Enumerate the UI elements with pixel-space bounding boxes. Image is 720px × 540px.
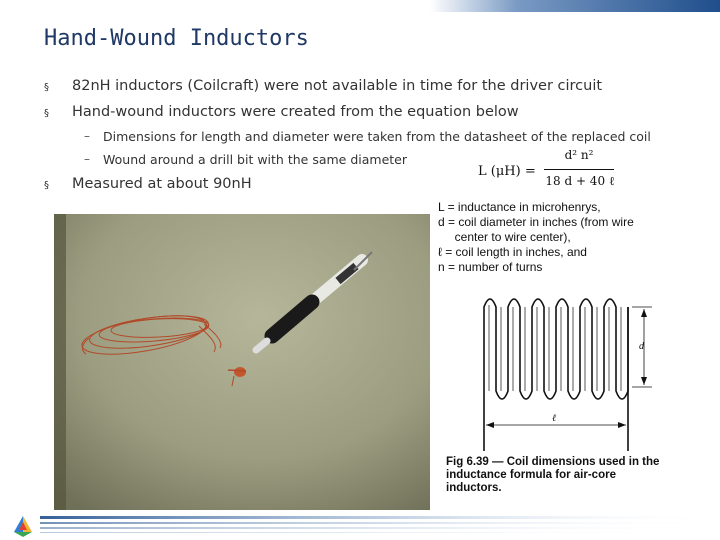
slide-title: Hand-Wound Inductors bbox=[44, 26, 309, 51]
caption-line: inductors. bbox=[446, 482, 502, 494]
sub-bullet-dimensions: Dimensions for length and diameter were taken from the datasheet of the replaced coil bbox=[103, 129, 651, 144]
footer-bar bbox=[0, 500, 720, 540]
legend-line: center to wire center), bbox=[438, 230, 571, 244]
coil-d-label: d bbox=[639, 341, 644, 352]
coil-diagram bbox=[432, 283, 672, 455]
formula-legend bbox=[438, 200, 668, 275]
coil-l-label: ℓ bbox=[552, 413, 557, 424]
legend-line: L = inductance in microhenrys, bbox=[438, 200, 601, 214]
sub-bullet-marker: – bbox=[84, 152, 90, 166]
legend-line: ℓ = coil length in inches, and bbox=[438, 245, 587, 259]
bullet-marker: § bbox=[44, 82, 49, 93]
bullet-marker: § bbox=[44, 108, 49, 119]
caption-line: Fig 6.39 — Coil dimensions used in the bbox=[446, 456, 660, 468]
formula-denominator: 18 d + 40 ℓ bbox=[545, 174, 615, 188]
formula-numerator: d² n² bbox=[564, 148, 594, 162]
sub-bullet-marker: – bbox=[84, 129, 90, 143]
figure-caption bbox=[446, 456, 686, 495]
formula-fraction-bar bbox=[544, 169, 614, 170]
inductance-formula bbox=[470, 148, 620, 194]
logo-icon bbox=[10, 514, 36, 538]
sub-bullet-drillbit: Wound around a drill bit with the same diameter bbox=[103, 152, 407, 167]
bullet-marker: § bbox=[44, 180, 49, 191]
header-accent-bar bbox=[430, 0, 720, 12]
bullet-coilcraft: 82nH inductors (Coilcraft) were not available in time for the driver circuit bbox=[72, 78, 603, 94]
bullet-measured: Measured at about 90nH bbox=[72, 176, 252, 192]
formula-lhs: L (μH) = bbox=[478, 164, 536, 179]
bullet-handwound: Hand-wound inductors were created from the equation below bbox=[72, 104, 519, 120]
inductor-photo bbox=[54, 214, 430, 510]
legend-line: d = coil diameter in inches (from wire bbox=[438, 215, 634, 229]
caption-line: inductance formula for air-core bbox=[446, 469, 616, 481]
legend-line: n = number of turns bbox=[438, 260, 543, 274]
